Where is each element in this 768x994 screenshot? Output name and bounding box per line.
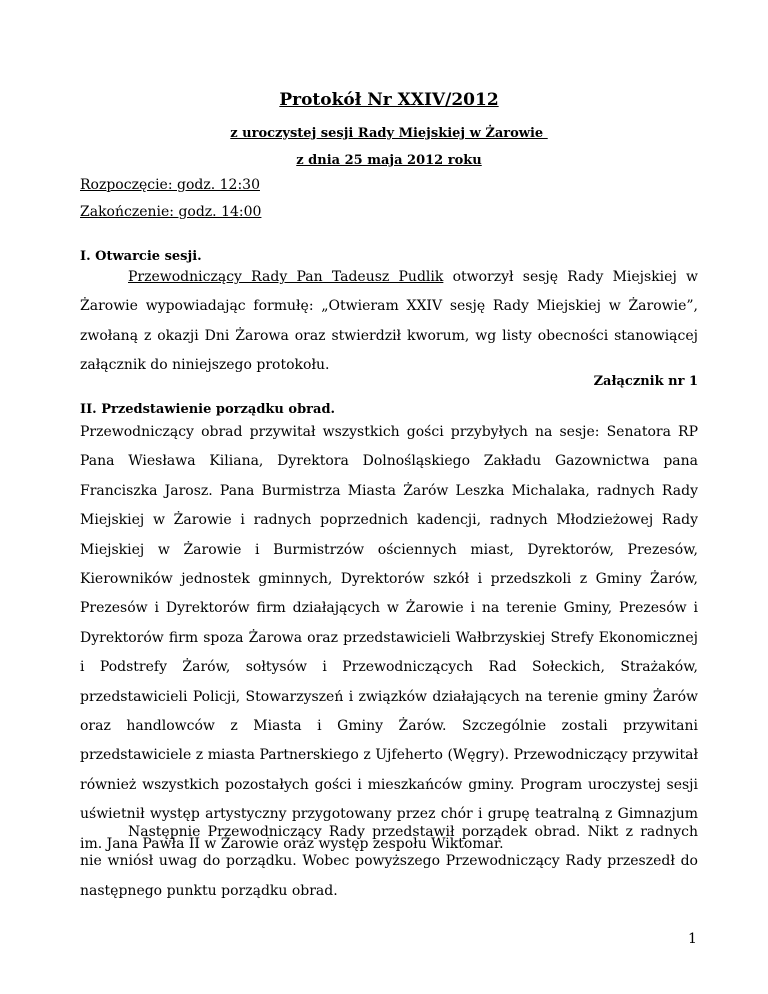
agenda-paragraph-1: Przewodniczący obrad przywitał wszystkich gości przybyłych na sesje: Senatora RP Pana Wiesława Kiliana, Dyrektora Dolnośląskiego Zakładu Gazownictwa pana Franciszka Jarosz. Pana Burmistrza Miasta Żarów Leszka Michalaka, radnych Rady Miejskiej w Żarowie i radnych poprzednich kadencji, radnych Młodzieżowej Rady Miejskiej w Żarowie i Burmistrzów ościennych miast, Dyrektorów, Prezesów, Kierowników jednostek gminnych, Dyrektorów szkół i przedszkoli z Gminy Żarów, Prezesów i Dyrektorów firm działających w Żarowie i na terenie Gminy, Prezesów i Dyrektorów firm spoza Żarowa oraz przedstawicieli Wałbrzyskiej Strefy Ekonomicznej i Podstrefy Żarów, sołtysów i Przewodniczących Rad Sołeckich, Strażaków, przedstawicieli Policji, Stowarzyszeń i związków działających na terenie gminy Żarów oraz handlowców z Miasta i Gminy Żarów. Szczególnie zostali przywitani przedstawiciele z miasta Partnerskiego z Ujfeherto (Węgry). Przewodniczący przywitał również wszystkich pozostałych gości i mieszkańców gminy. Program uroczystej sesji uświetnił występ artystyczny przygotowany przez chór i grupę teatralną z Gimnazjum im. Jana Pawła II w Żarowie oraz występ zespołu Wiktomar. xyxy=(80,424,698,852)
session-subtitle: z uroczystej sesji Rady Miejskiej w Żarowie xyxy=(230,126,548,141)
document-title: Protokół Nr XXIV/2012 xyxy=(279,90,499,110)
opening-text: otworzył sesję Rady Miejskiej w Żarowie wypowiadając formułę: „Otwieram XXIV sesję Rady Miejskiej w Żarowie”, zwołaną z okazji Dni Żarowa oraz stwierdził kworum, wg listy obecności stanowiącej załącznik do niniejszego protokołu. xyxy=(80,269,698,374)
opening-paragraph xyxy=(80,263,698,381)
section-heading-agenda: II. Przedstawienie porządku obrad. xyxy=(80,402,336,417)
chairman-name: Przewodniczący Rady Pan Tadeusz Pudlik xyxy=(128,269,444,285)
agenda-paragraph-2-text: Następnie Przewodniczący Rady przedstawił porządek obrad. Nikt z radnych nie wniósł uwag do porządku. Wobec powyższego Przewodniczący Rady przeszedł do następnego punktu porządku obrad. xyxy=(80,824,698,899)
section-heading-opening: I. Otwarcie sesji. xyxy=(80,249,202,264)
attachment-label: Załącznik nr 1 xyxy=(593,374,698,389)
start-time: Rozpoczęcie: godz. 12:30 xyxy=(80,177,260,193)
page-number: 1 xyxy=(688,931,697,947)
agenda-paragraph-2 xyxy=(80,818,698,906)
end-time: Zakończenie: godz. 14:00 xyxy=(80,204,262,220)
session-date: z dnia 25 maja 2012 roku xyxy=(296,153,482,168)
